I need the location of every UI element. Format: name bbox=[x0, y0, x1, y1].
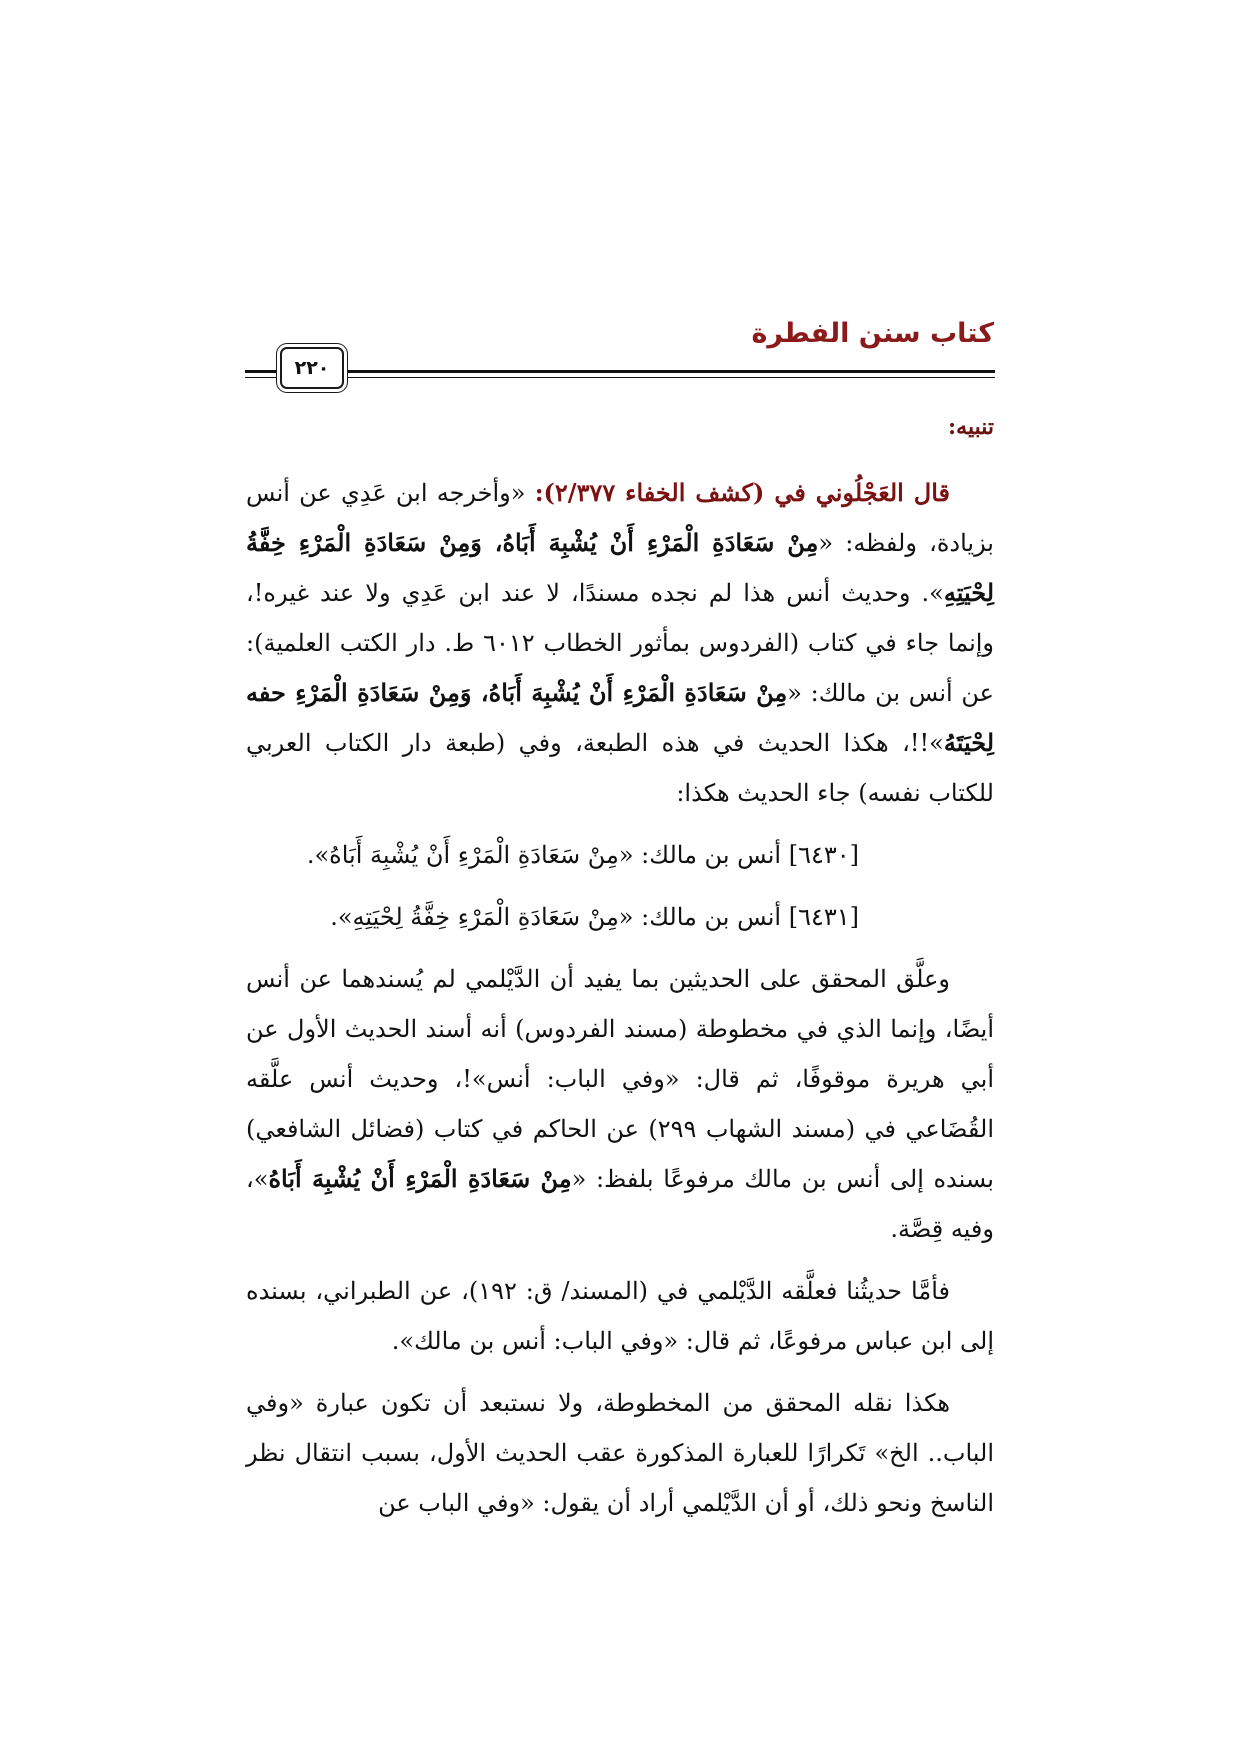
text-span: »، وفيه قِصَّة. bbox=[246, 1165, 994, 1243]
speaker-citation: قال العَجْلُوني في (كشف الخفاء ٢/٣٧٧): bbox=[534, 478, 950, 507]
text-span: ». وحديث أنس هذا لم نجده مسندًا، لا عند ابن عَدِي ولا عند غيره!، وإنما جاء في كتاب (الفردوس بمأثور الخطاب ٦٠١٢ ط. دار الكتب العلمية): عن أنس بن مالك: « bbox=[246, 579, 995, 707]
text-span: »!!، هكذا الحديث في هذه الطبعة، وفي (طبعة دار الكتاب العربي للكتاب نفسه) جاء الحديث هكذا: bbox=[246, 729, 994, 807]
hadith-quote: مِنْ سَعَادَةِ الْمَرْءِ أَنْ يُشْبِهَ أَبَاهُ، وَمِنْ سَعَادَةِ الْمَرْءِ خِفَّةُ لِحْيَتِهِ bbox=[246, 528, 994, 607]
page-number: ٢٢٠ bbox=[280, 347, 344, 389]
hadith-entry-6430: [٦٤٣٠] أنس بن مالك: «مِنْ سَعَادَةِ الْمَرْءِ أَنْ يُشْبِهَ أَبَاهُ». bbox=[306, 841, 859, 869]
running-header-title: كتاب سنن الفطرة bbox=[751, 318, 994, 349]
paragraph-daylami: فأمَّا حديثُنا فعلَّقه الدَّيْلمي في (المسند/ ق: ١٩٢)، عن الطبراني، بسنده إلى ابن عباس مرفوعًا، ثم قال: «وفي الباب: أنس بن مالك». bbox=[246, 1277, 994, 1355]
header-rule-thin bbox=[245, 377, 995, 378]
hadith-entry-6431: [٦٤٣١] أنس بن مالك: «مِنْ سَعَادَةِ الْمَرْءِ خِفَّةُ لِحْيَتِهِ». bbox=[330, 903, 859, 931]
paragraph-conclusion: هكذا نقله المحقق من المخطوطة، ولا نستبعد أن تكون عبارة «وفي الباب.. الخ» تَكرارًا للعبارة المذكورة عقب الحديث الأول، بسبب انتقال نظر الناسخ ونحو ذلك، أو أن الدَّيْلمي أراد أن يقول: «وفي الباب عن bbox=[246, 1389, 994, 1517]
paragraph-commentary bbox=[246, 954, 994, 1254]
paragraph-ajluni bbox=[246, 468, 994, 818]
header-rule-thick bbox=[245, 370, 995, 373]
text-span: «وأخرجه ابن عَدِي عن أنس بزيادة، ولفظه: « bbox=[246, 479, 994, 557]
main-text bbox=[246, 468, 994, 1528]
hadith-quote: مِنْ سَعَادَةِ الْمَرْءِ أَنْ يُشْبِهَ أَبَاهُ bbox=[268, 1164, 572, 1193]
notice-heading: تنبيه: bbox=[948, 414, 994, 440]
hadith-quote: مِنْ سَعَادَةِ الْمَرْءِ أَنْ يُشْبِهَ أَبَاهُ، وَمِنْ سَعَادَةِ الْمَرْءِ حفه لِحْيَتَهُ bbox=[246, 678, 994, 757]
text-span: وعلَّق المحقق على الحديثين بما يفيد أن الدَّيْلمي لم يُسندهما عن أنس أيضًا، وإنما الذي في مخطوطة (مسند الفردوس) أنه أسند الحديث الأول عن أبي هريرة موقوفًا، ثم قال: «وفي الباب: أنس»!، وحديث أنس علَّقه القُضَاعي في (مسند الشهاب ٢٩٩) عن الحاكم في كتاب (فضائل الشافعي) بسنده إلى أنس بن مالك مرفوعًا بلفظ: « bbox=[246, 965, 995, 1193]
